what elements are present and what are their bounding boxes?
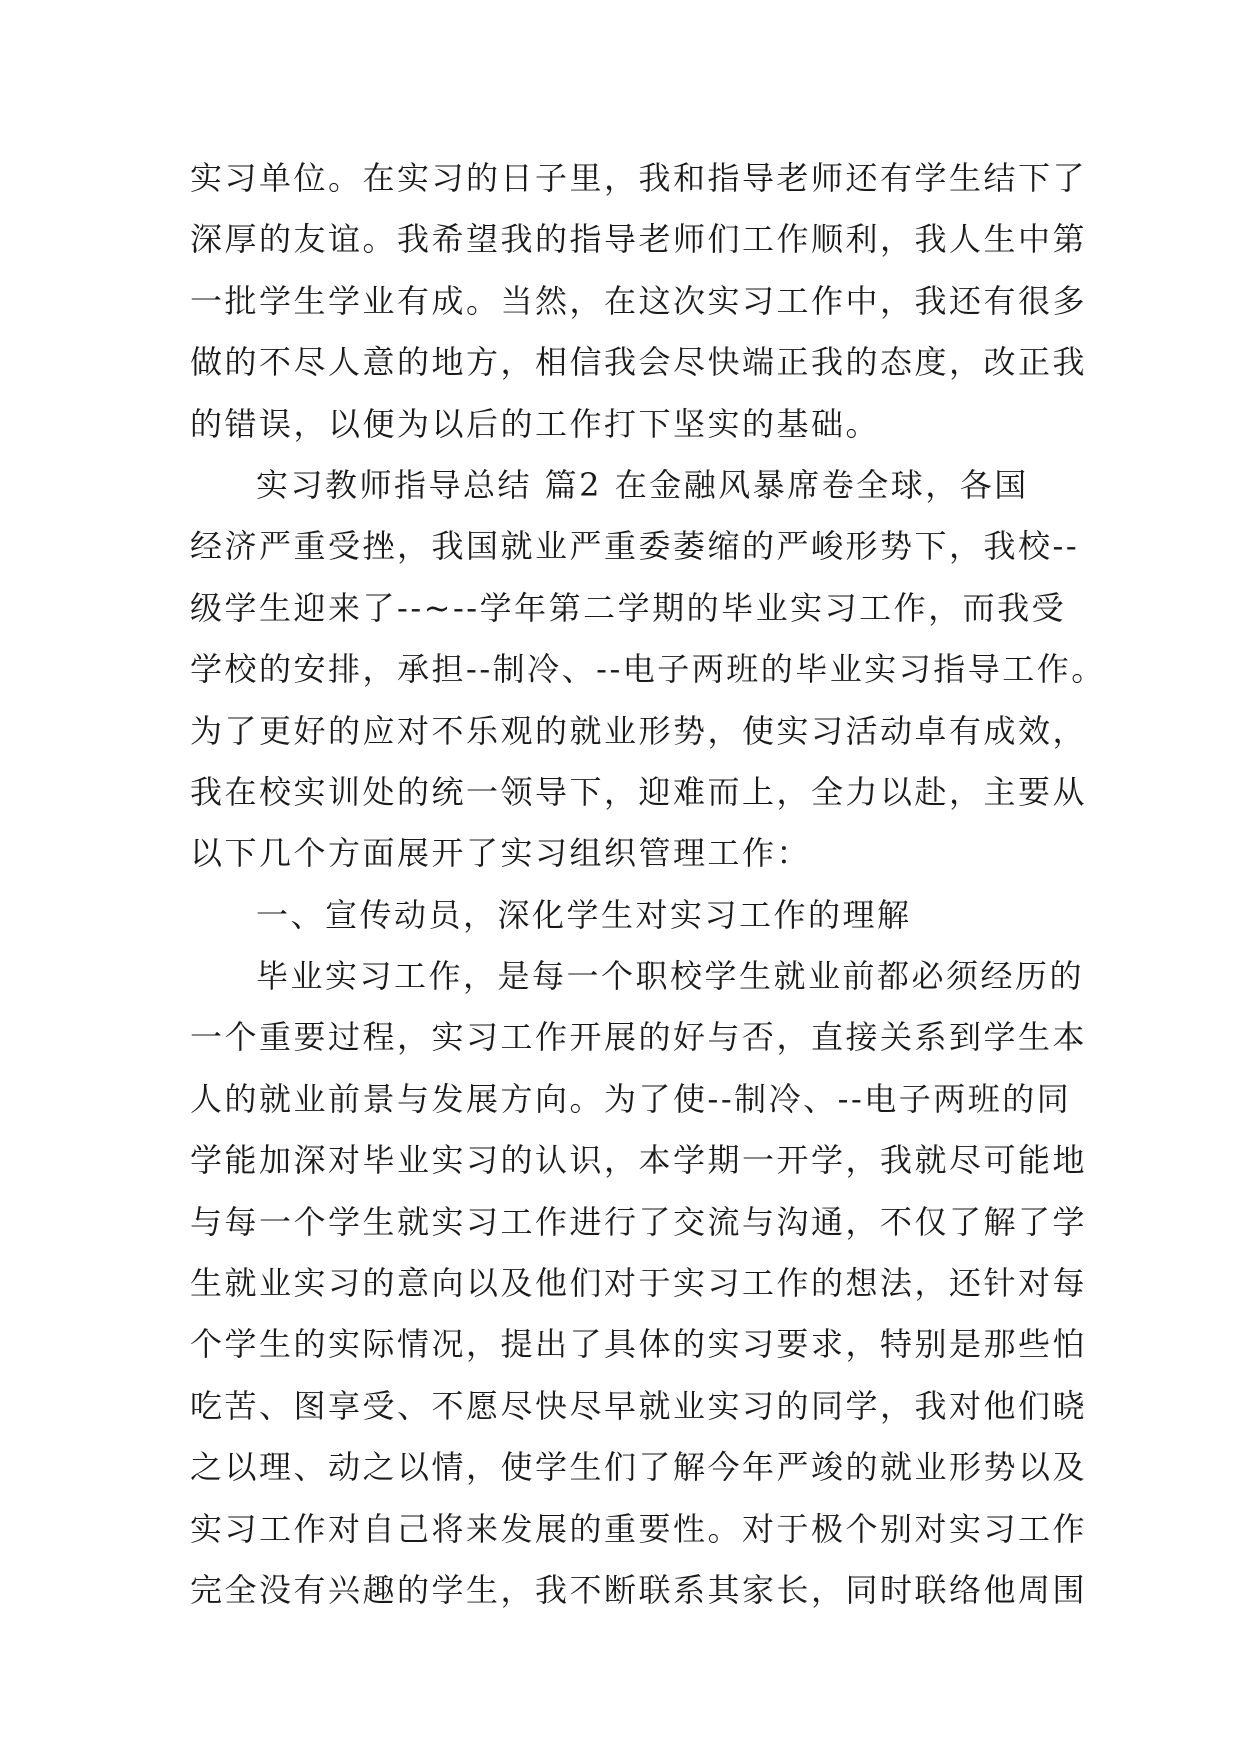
text-line: 深厚的友谊。我希望我的指导老师们工作顺利，我人生中第 [190, 220, 1088, 259]
text-line: 完全没有兴趣的学生，我不断联系其家长，同时联络他周围 [190, 1570, 1088, 1609]
text-line: 毕业实习工作，是每一个职校学生就业前都必须经历的 [256, 957, 1085, 996]
text-line: 我在校实训处的统一领导下，迎难而上，全力以赴，主要从 [190, 772, 1088, 811]
text-line: 一批学生学业有成。当然，在这次实习工作中，我还有很多 [190, 281, 1088, 320]
text-line: 实习单位。在实习的日子里，我和指导老师还有学生结下了 [190, 159, 1088, 197]
text-line: 生就业实习的意向以及他们对于实习工作的想法，还针对每 [190, 1264, 1088, 1303]
text-line: 一个重要过程，实习工作开展的好与否，直接关系到学生本 [190, 1018, 1088, 1057]
body-text [190, 148, 1106, 1621]
text-line: 吃苦、图享受、不愿尽快尽早就业实习的同学，我对他们晓 [190, 1386, 1088, 1425]
subsection-heading-line: 一、宣传动员，深化学生对实习工作的理解 [256, 895, 912, 934]
text-line: 的错误，以便为以后的工作打下坚实的基础。 [190, 404, 881, 443]
text-line: 人的就业前景与发展方向。为了使--制冷、--电子两班的同 [190, 1079, 1072, 1118]
text-line: 个学生的实际情况，提出了具体的实习要求，特别是那些怕 [190, 1325, 1088, 1364]
text-line: 之以理、动之以情，使学生们了解今年严竣的就业形势以及 [190, 1448, 1088, 1487]
text-line: 以下几个方面展开了实习组织管理工作： [190, 834, 812, 873]
text-line: 经济严重受挫，我国就业严重委萎缩的严峻形势下，我校-- [190, 527, 1080, 566]
section-heading-line: 实习教师指导总结 篇2 在金融风暴席卷全球，各国 [256, 465, 1029, 504]
text-line: 学能加深对毕业实习的认识，本学期一开学，我就尽可能地 [190, 1141, 1088, 1180]
text-line: 与每一个学生就实习工作进行了交流与沟通，不仅了解了学 [190, 1202, 1088, 1241]
text-line: 实习工作对自己将来发展的重要性。对于极个别对实习工作 [190, 1509, 1088, 1548]
text-line: 为了更好的应对不乐观的就业形势，使实习活动卓有成效， [190, 711, 1088, 750]
text-line: 学校的安排，承担--制冷、--电子两班的毕业实习指导工作。 [190, 650, 1106, 689]
text-line: 级学生迎来了--~--学年第二学期的毕业实习工作，而我受 [190, 588, 1067, 627]
text-line: 做的不尽人意的地方，相信我会尽快端正我的态度，改正我 [190, 343, 1088, 382]
